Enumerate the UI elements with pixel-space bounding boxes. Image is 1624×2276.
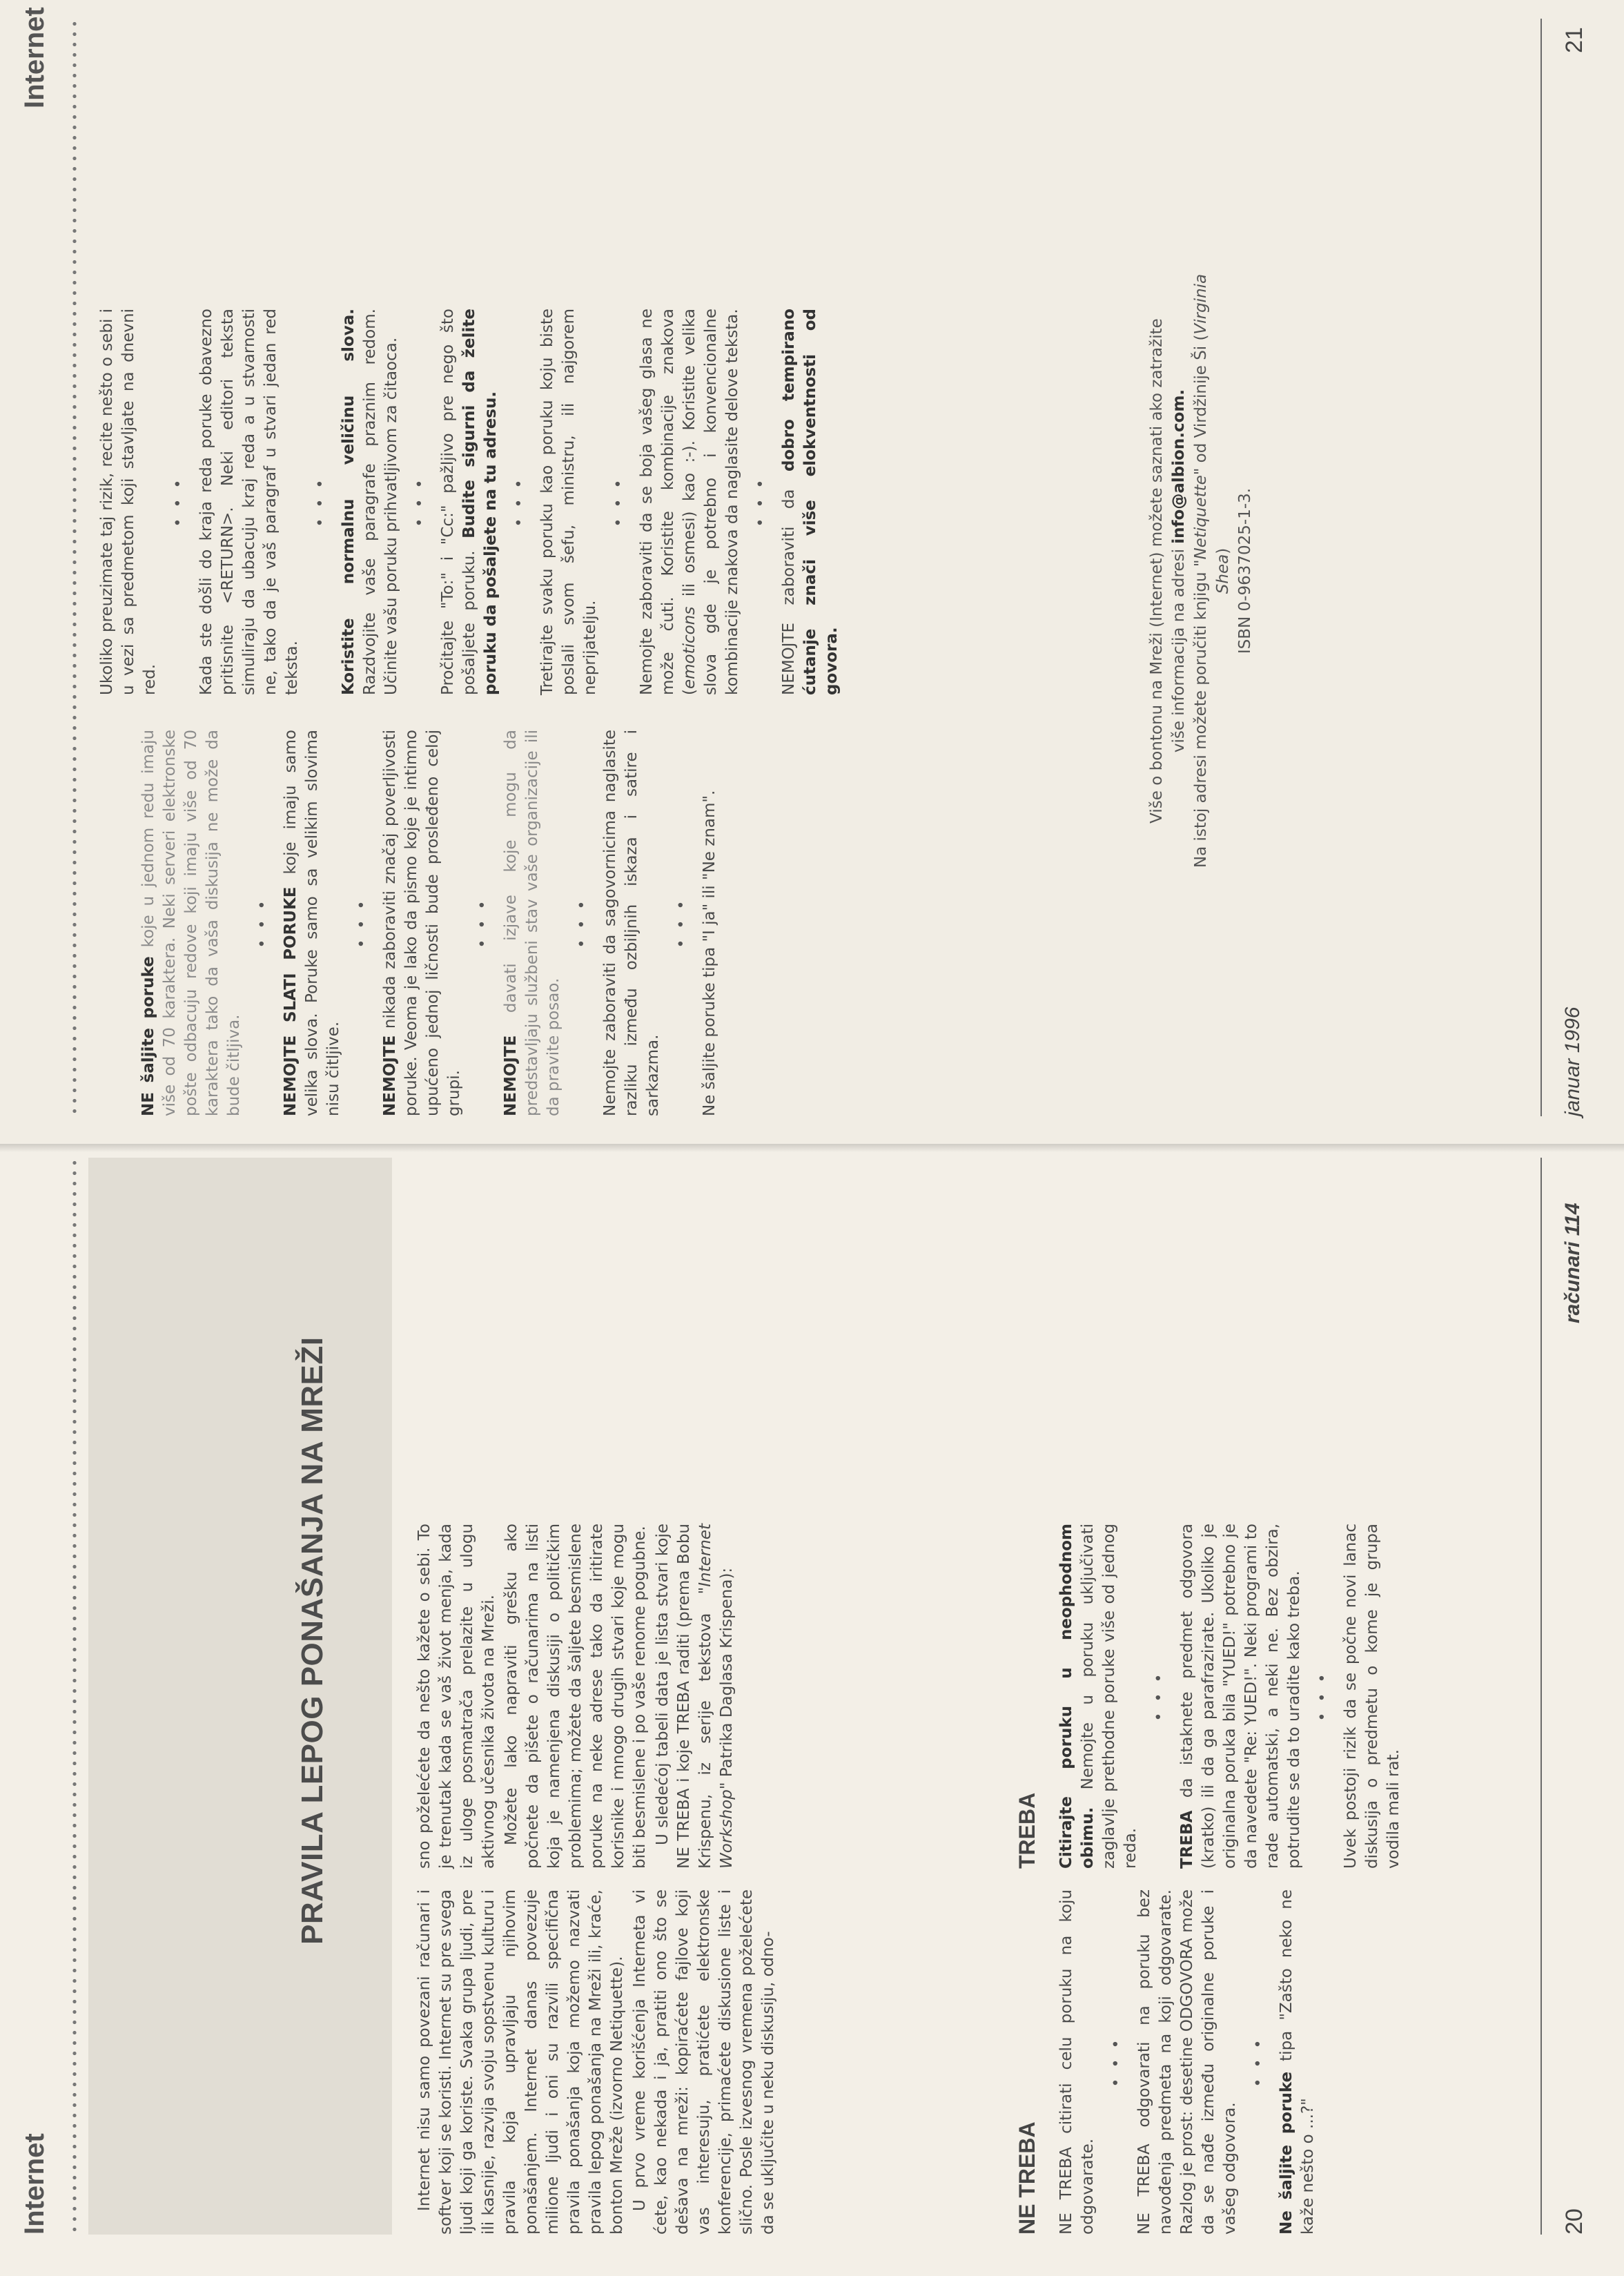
rule-10-bold: Budite sigurni da želite poruku da pošaljete na tu adresu. <box>460 309 500 695</box>
rule-13-bold: dobro tempirano ćutanje znači više elokventnosti od govora. <box>780 309 841 695</box>
rule-4-bold: NEMOJTE <box>502 1035 520 1116</box>
intro-paragraph-5-a: U sledećoj tabeli data je lista stvari koje NE TREBA i koje TREBA raditi (prema Bobu Krispenu, iz serije tekstova <box>654 1524 714 1869</box>
intro-paragraph-3: sno poželećete da nešto kažete o sebi. To je trenutak kada se vaš život menja, kada iz uloge posmatrača prelazite u ulogu aktivnog učesnika života na Mreži. <box>415 1524 498 1869</box>
author-name: Virginia Shea <box>1192 273 1232 594</box>
rule-2-bold: NEMOJTE SLATI PORUKE <box>282 886 300 1116</box>
treba-item-1-bold: Citirajte poruku u neophodnom obimu. <box>1057 1524 1097 1869</box>
note-line-2-a: više informacija na adresi <box>1170 543 1188 753</box>
footer-rule <box>1540 19 1542 1116</box>
rule-1-rest: koje u jednom redu imaju više od 70 karaktera. Neki serveri elektronske pošte odbacuju redove koji imaju više od 70 karaktera tako da vaša diskusija ne može da bude čitljiva. <box>139 730 243 1116</box>
rule-6: Ne šaljite poruke tipa "I ja" ili "Ne znam". <box>701 790 718 1116</box>
rule-3-bold: NEMOJTE <box>381 1035 399 1116</box>
separator-stars: • • • <box>673 897 690 949</box>
book-title: "Netiquette" <box>1192 467 1210 567</box>
treba-item-3: Uvek postoji rizik da se počne novi lanac diskusija o predmetu o kome je grupa vodila mali rat. <box>1342 1524 1402 1869</box>
rule-8: Kada ste došli do kraja reda poruke obavezno pritisnite <RETURN>. Neki editori teksta simuliraju da ubacuju kraj reda a u stvarnosti ne, tako da je vaš paragraf u stvari jedan red teksta. <box>197 309 301 695</box>
ne-treba-column <box>1056 1889 1320 2235</box>
page-title: PRAVILA LEPOG PONAŠANJA NA MREŽI <box>295 1336 329 1945</box>
ne-treba-item-2: NE TREBA odgovarati na poruku bez navođenja predmeta na koji odgovarate. Razlog je prost: desetine ODGOVORA može da se nađe između originalne poruke i vašeg odgovora. <box>1135 1889 1239 2235</box>
separator-stars: • • • <box>1314 1671 1331 1722</box>
page-20 <box>0 1144 1624 2276</box>
section-label: Internet <box>19 2133 50 2235</box>
intro-paragraph-5-c: Patrika Dаglasa Krispena): <box>718 1567 736 1782</box>
ne-treba-item-1: NE TREBA citirati celu poruku na koju odgovarate. <box>1057 1889 1097 2235</box>
intro-column-1 <box>414 1889 781 2235</box>
separator-stars: • • • <box>312 476 329 527</box>
intro-paragraph-4: Možete lako napraviti grešku ako počnete da pišete o računarima na listi koja je namenjena diskusiji o političkim problemima; možete da šaljete besmislene poruke na neke adrese tako da iritirate korisnike i mnogo drugih stvari koje mogu biti besmislene i po vaše renome pogubne. <box>502 1524 649 1869</box>
separator-stars: • • • <box>610 476 627 527</box>
separator-stars: • • • <box>474 897 491 949</box>
treba-item-2-rest: da istaknete predmet odgovora (kratko) ili da ga parafrazirate. Ukoliko je originalna poruka bila "YUED!" potrebno je da navedete "Re: YUED!". Neki programi to rade automatski, a neki ne. Bez obzira, potrudite se da to uradite kako treba. <box>1178 1524 1303 1869</box>
rule-9-bold: Koristite normalnu veličinu slova. <box>340 309 358 695</box>
workshop-title: "Internet Workshop" <box>696 1524 736 1869</box>
separator-stars: • • • <box>752 476 770 527</box>
rule-12-a: Nemojte zaboraviti da se boja vašeg glasa ne može čuti. Koristite kombinacije znakova ( <box>638 309 698 695</box>
separator-stars: • • • <box>353 897 371 949</box>
ne-treba-item-3-bold: Ne šaljite poruke <box>1278 2071 1295 2235</box>
treba-heading: TREBA <box>1015 1792 1039 1869</box>
section-label: Internet <box>19 7 50 108</box>
footer-rule <box>1540 1158 1542 2235</box>
intro-paragraph-5 <box>652 1524 738 1869</box>
separator-stars: • • • <box>574 897 591 949</box>
isbn: ISBN 0-9637025-1-3. <box>1236 487 1254 654</box>
emoticons-word: emoticons <box>681 606 698 690</box>
rule-9-rest: Razdvojite vaše paragrafe praznim redom. Učinite vašu poruku prihvatljivom za čitaoca. <box>361 309 400 695</box>
separator-stars: • • • <box>170 476 187 527</box>
info-note <box>1146 260 1256 882</box>
dotted-rule <box>72 1158 77 2235</box>
page-number-right: 21 <box>1561 27 1587 53</box>
rule-5: Nemojte zaboraviti da sagovornicima naglasite razliku između ozbiljnih iskaza i satire i sarkazma. <box>601 730 662 1116</box>
separator-stars: • • • <box>511 476 528 527</box>
note-line-3-c: ) <box>1214 547 1232 554</box>
rule-11: Tretirajte svaku poruku kao poruku koju biste poslali svom šefu, ministru, ili najgorem neprijatelju. <box>538 309 599 695</box>
rule-13-a: NEMOJTE zaboraviti da <box>780 471 798 695</box>
right-column-2 <box>97 309 844 695</box>
note-line-3-a: Na istoj adresi možete poručiti knjigu <box>1192 567 1210 868</box>
note-line-3-b: od Virdžinije Ši ( <box>1192 334 1210 468</box>
separator-stars: • • • <box>1151 1671 1168 1722</box>
right-column-1 <box>138 730 722 1116</box>
rule-7: Ukoliko preuzimate taj rizik, recite nešto o sebi i u vezi sa predmetom koji stavljate na dnevni red. <box>98 309 159 695</box>
issue-date: januar 1996 <box>1561 1006 1584 1116</box>
intro-paragraph-2: U prvo vreme korišćenja Interneta vi ćete, kao nekada i ja, pratiti ono što se dešava na mreži: kopiraćete fajlove koji vas interesuju, pratićete elektronske konferencije, primaćete diskusione liste i slično. Posle izvesnog vremena poželećete da se uključite u neku diskusiju, odno- <box>631 1889 777 2235</box>
separator-stars: • • • <box>1250 2036 1267 2088</box>
separator-stars: • • • <box>1108 2036 1125 2088</box>
treba-column <box>1056 1524 1406 1869</box>
treba-item-1-rest: Nemojte u poruku uključivati zaglavlje prethodne poruke više od jednog reda. <box>1079 1524 1139 1869</box>
rule-3-rest: nikada zaboraviti značaj poverljivosti poruke. Veoma je lako da pismo koje je intimno upućeno jednoj ličnosti bude prosleđeno celoj grupi. <box>381 730 463 1116</box>
title-box <box>88 1158 392 2235</box>
note-line-1: Više o bontonu na Mreži (Internet) možete saznati ako zatražite <box>1148 318 1166 824</box>
ne-treba-item-3 <box>1276 1889 1319 2235</box>
rule-10-a: Pročitajte "To:" i "Cc:" pažljivo pre nego što pošaljete poruku. <box>439 309 478 695</box>
ne-treba-heading: NE TREBA <box>1015 2121 1039 2235</box>
rule-12-b: ili osmesi) kao :-). Koristite velika slova gde je potrebno i konvencionalne kombinacije znakova da naglasite delove teksta. <box>681 309 741 695</box>
treba-item-2-bold: TREBA <box>1178 1810 1196 1869</box>
separator-stars: • • • <box>254 897 271 949</box>
ne-treba-item-3-rest: tipa "Zašto neko ne kaže nešto o ...?" <box>1278 1889 1317 2235</box>
rule-2-rest: koje imaju samo velika slova. Poruke samo sa velikim slovima nisu čitljive. <box>282 730 342 1116</box>
rule-1-bold: NE šaljite poruke <box>139 956 157 1116</box>
magazine-issue: računari 114 <box>1561 1203 1584 1323</box>
info-email: info@albion.com. <box>1170 389 1188 544</box>
rule-4-rest: davati izjave koje mogu da predstavljaju službeni stav vaše organizacije ili da pravite posao. <box>502 730 562 1116</box>
separator-stars: • • • <box>411 476 429 527</box>
dotted-rule <box>72 19 77 1116</box>
intro-paragraph-1: Internet nisu samo povezani računari i softver koji se koristi. Internet su pre svega ljudi koji ga koriste. Svaka grupa ljudi, pre ili kasnije, razvija svoju sopstvenu kulturu i pravila koja upravljaju njihovim ponašanjem. Internet danas povezuje milione ljudi i oni su razvili specifična pravila ponašanja koja možemo nazvati pravila lepog ponašanja na Mreži ili, kraće, bonton Mreže (izvorno Netiquette). <box>415 1889 626 2235</box>
page-number-left: 20 <box>1561 2208 1587 2235</box>
intro-column-2 <box>414 1524 739 1869</box>
